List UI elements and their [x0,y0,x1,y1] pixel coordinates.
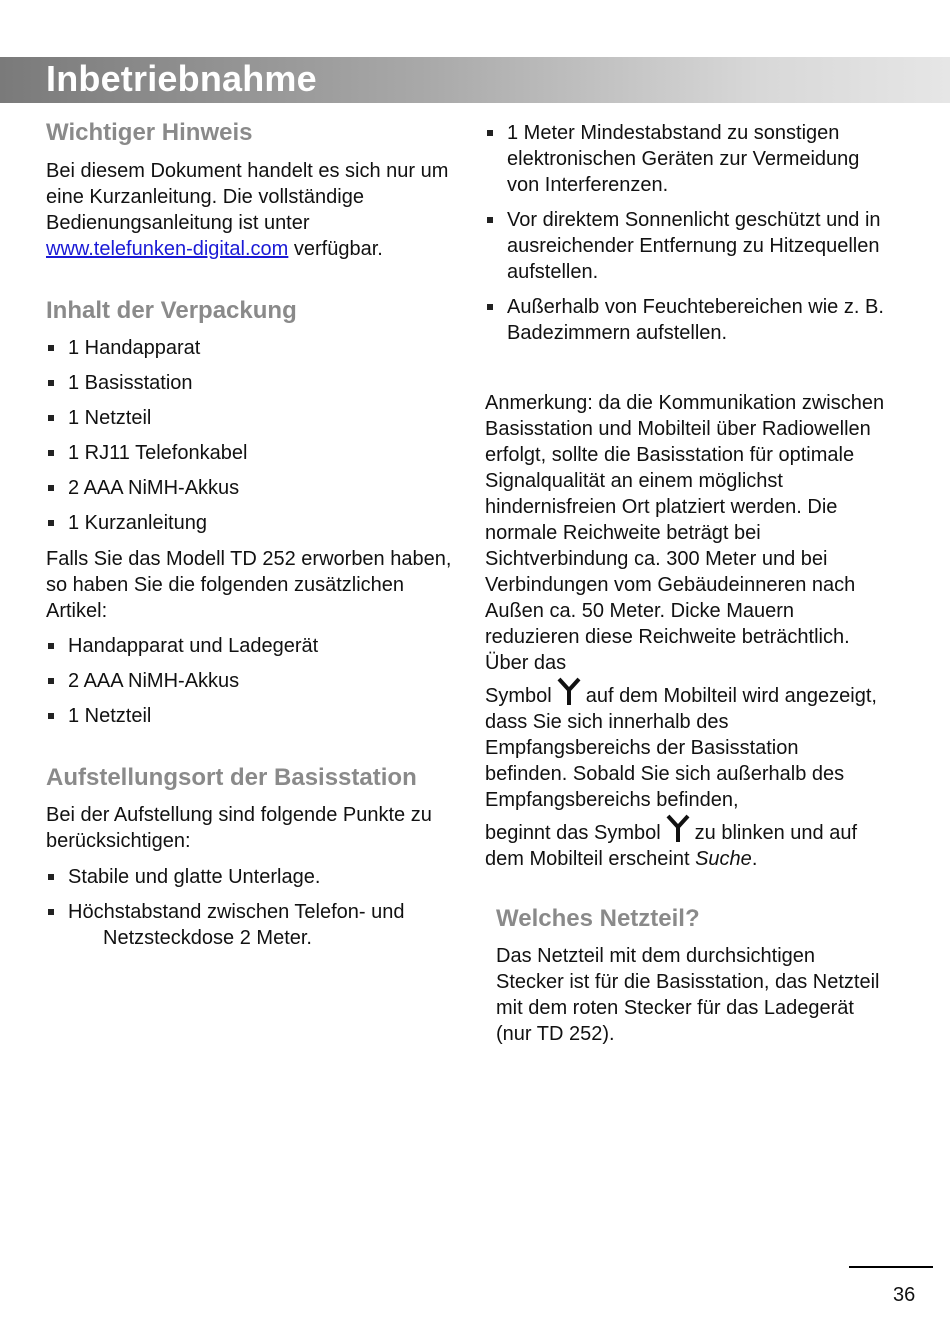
list-item: 1 Netzteil [46,703,456,729]
aufstellung-heading: Aufstellungsort der Basisstation [46,764,417,791]
title-bar [0,57,950,103]
page-number: 36 [893,1284,916,1306]
list-item: Stabile und glatte Unterlage. [46,864,456,890]
anmerkung-part3-pre: beginnt das Symbol [485,822,661,844]
list-item-line: Netzsteckdose 2 Meter. [103,927,312,949]
netzteil-section [485,904,885,1047]
list-item: Außerhalb von Feuchtebereichen wie z. B. Badezimmern aufstellen. [485,294,885,346]
list-item: 1 Meter Mindestabstand zu sonstigen elektronischen Geräten zur Vermeidung von Interferenzen. [485,120,885,198]
list-item: 1 Netzteil [46,405,456,431]
anmerkung-period: . [751,848,758,870]
right-column [485,118,885,1047]
hinweis-heading: Wichtiger Hinweis [46,119,253,146]
netzteil-text: Das Netzteil mit dem durchsichtigen Stecker ist für die Basisstation, das Netzteil mit dem roten Stecker für das Ladegerät (nur TD 252). [496,945,880,1045]
aufstellung-list-continued [485,120,885,346]
inhalt-list [46,335,456,536]
page-title: Inbetriebnahme [46,58,317,99]
list-item: 1 Kurzanleitung [46,510,456,536]
anmerkung-text [485,390,885,872]
list-item [46,899,456,951]
anmerkung-part3-post: zu blinken und auf dem Mobilteil erscheint [485,822,858,870]
hinweis-text-after: verfügbar. [288,238,383,260]
aufstellung-list [46,864,456,951]
extra-list [46,633,456,729]
list-item: 2 AAA NiMH-Akkus [46,475,456,501]
list-item: Vor direktem Sonnenlicht geschützt und in ausreichender Entfernung zu Hitzequellen aufstellen. [485,207,885,285]
website-link[interactable]: www.telefunken-digital.com [46,238,289,260]
list-item-line: Höchstabstand zwischen Telefon- und [68,901,405,923]
list-item: 1 Basisstation [46,370,456,396]
anmerkung-part2: auf dem Mobilteil wird angezeigt, dass Sie sich innerhalb des Empfangsbereichs der Basisstation befinden. Sobald Sie sich außerhalb des Empfangsbereichs befinden, [485,685,877,811]
list-item: 2 AAA NiMH-Akkus [46,668,456,694]
list-item: 1 RJ11 Telefonkabel [46,440,456,466]
inhalt-heading: Inhalt der Verpackung [46,297,297,324]
hinweis-text-before: Bei diesem Dokument handelt es sich nur um eine Kurzanleitung. Die vollständige Bedienungsanleitung ist unter [46,160,449,234]
netzteil-heading: Welches Netzteil? [496,905,700,932]
list-item: 1 Handapparat [46,335,456,361]
aufstellung-intro: Bei der Aufstellung sind folgende Punkte zu berücksichtigen: [46,804,432,852]
footer-rule [849,1266,933,1268]
list-item: Handapparat und Ladegerät [46,633,456,659]
left-column [46,118,456,951]
antenna-signal-icon [665,813,691,843]
antenna-signal-icon [556,676,582,706]
extra-intro: Falls Sie das Modell TD 252 erworben haben, so haben Sie die folgenden zusätzlichen Artikel: [46,548,452,622]
anmerkung-part1: Anmerkung: da die Kommunikation zwischen Basisstation und Mobilteil über Radiowellen erfolgt, sollte die Basisstation für optimale Signalqualität an einem möglichst hindernisfreien Ort platziert werden. Die normale Reichweite beträgt bei Sichtverbindung ca. 300 Meter und bei Verbindungen vom Gebäudeinneren nach Außen ca. 50 Meter. Dicke Mauern reduzieren diese Reichweite beträchtlich. Über das [485,392,885,674]
hinweis-text [46,158,456,262]
anmerkung-symbol-word: Symbol [485,685,552,707]
suche-word: Suche [695,848,752,870]
